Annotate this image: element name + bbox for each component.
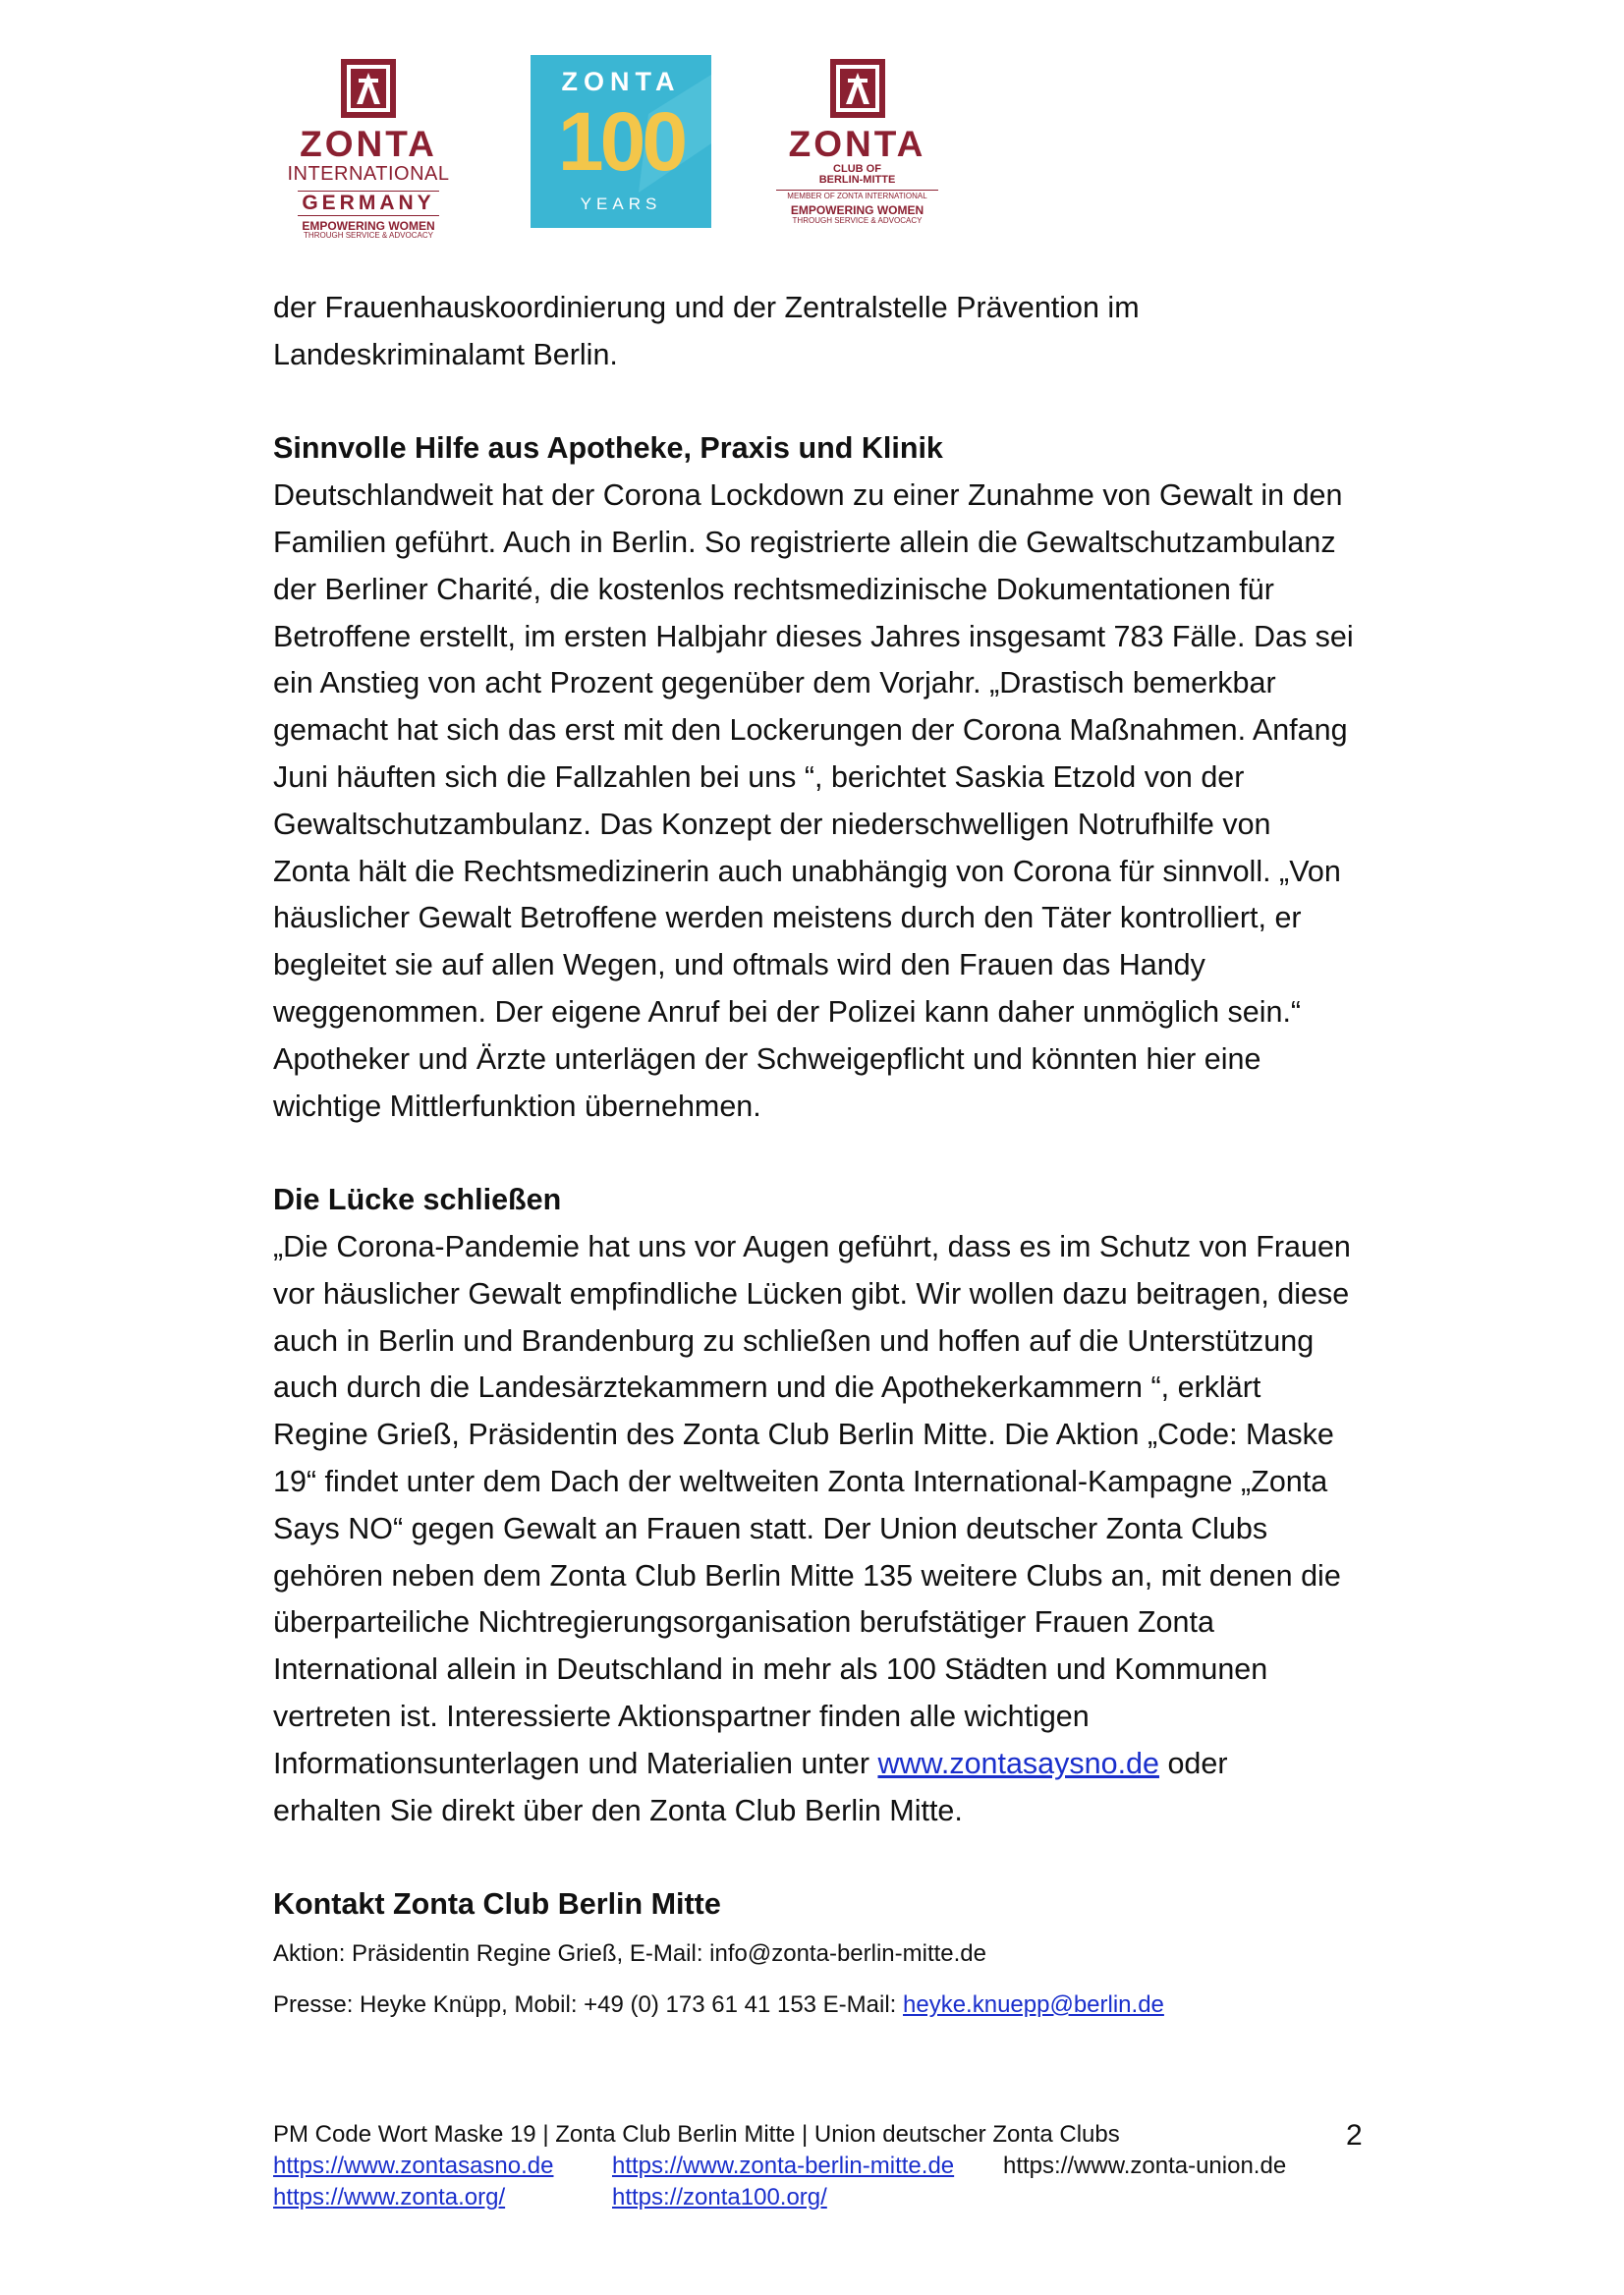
zonta-emblem-icon <box>337 57 400 120</box>
zonta-100-years-logo <box>531 55 711 228</box>
body-line: gemacht hat sich das erst mit den Lockerungen der Corona Maßnahmen. Anfang <box>273 713 1348 748</box>
footer-link-zontasasno[interactable]: https://www.zontasasno.de <box>273 2153 554 2179</box>
footer-title: PM Code Wort Maske 19 | Zonta Club Berlin Mitte | Union deutscher Zonta Clubs <box>273 2121 1120 2148</box>
body-line: weggenommen. Der eigene Anruf bei der Polizei kann daher unmöglich sein.“ <box>273 994 1302 1029</box>
z100-number-text: 100 <box>557 95 685 188</box>
zontasaysno-link[interactable]: www.zontasaysno.de <box>877 1746 1159 1780</box>
zonta-emblem-icon <box>826 57 889 120</box>
body-line: Gewaltschutzambulanz. Das Konzept der niederschwelligen Notrufhilfe von <box>273 807 1271 841</box>
logo-germany-text: GERMANY <box>298 191 438 216</box>
logo-berlin-mitte-text: BERLIN-MITTE <box>818 174 896 187</box>
body-line: der Berliner Charité, die kostenlos rechtsmedizinische Dokumentationen für <box>273 572 1274 606</box>
logo-tagline-text: THROUGH SERVICE & ADVOCACY <box>792 215 923 225</box>
body-line: erhalten Sie direkt über den Zonta Club Berlin Mitte. <box>273 1793 963 1827</box>
body-line: gehören neben dem Zonta Club Berlin Mitte 135 weitere Clubs an, mit denen die <box>273 1558 1341 1593</box>
body-line: Apotheker und Ärzte unterlägen der Schweigepflicht und könnten hier eine <box>273 1041 1261 1076</box>
page-number: 2 <box>1346 2119 1363 2152</box>
z100-zonta-text: ZONTA <box>561 67 681 96</box>
body-text: Informationsunterlagen und Materialien unter <box>273 1746 878 1780</box>
body-line: wichtige Mittlerfunktion übernehmen. <box>273 1089 761 1123</box>
body-line: 19“ findet unter dem Dach der weltweiten Zonta International-Kampagne „Zonta <box>273 1464 1328 1498</box>
logo-international-text: INTERNATIONAL <box>287 162 450 185</box>
footer-links-row <box>273 2182 1373 2213</box>
body-line: International allein in Deutschland in mehr als 100 Städten und Kommunen <box>273 1652 1268 1687</box>
logo-tagline-text: THROUGH SERVICE & ADVOCACY <box>304 231 433 241</box>
body-line: vor häuslicher Gewalt empfindliche Lücken gibt. Wir wollen dazu beitragen, diese <box>273 1276 1350 1311</box>
logo-zonta-text: ZONTA <box>788 124 926 164</box>
footer-link-zonta100[interactable]: https://zonta100.org/ <box>612 2184 827 2211</box>
logo-club-of-text: CLUB OF <box>833 162 881 175</box>
contact-heading: Kontakt Zonta Club Berlin Mitte <box>273 1887 721 1922</box>
body-line: Betroffene erstellt, im ersten Halbjahr dieses Jahres insgesamt 783 Fälle. Das sei <box>273 619 1354 653</box>
section-heading: Sinnvolle Hilfe aus Apotheke, Praxis und Klinik <box>273 431 943 466</box>
zonta-international-germany-logo <box>285 55 452 241</box>
page-footer <box>273 2119 1373 2213</box>
footer-links-row <box>273 2151 1373 2182</box>
body-line: Regine Grieß, Präsidentin des Zonta Club Berlin Mitte. Die Aktion „Code: Maske <box>273 1418 1334 1452</box>
body-line: begleitet sie auf allen Wegen, und oftmals wird den Frauen das Handy <box>273 948 1205 982</box>
logo-member-text: MEMBER OF ZONTA INTERNATIONAL <box>776 190 938 200</box>
logo-header <box>0 55 1624 241</box>
body-line: Says NO“ gegen Gewalt an Frauen statt. Der Union deutscher Zonta Clubs <box>273 1511 1268 1545</box>
body-line <box>273 1741 1373 1788</box>
logo-empowering-text: EMPOWERING WOMEN <box>790 203 924 218</box>
body-line: auch durch die Landesärztekammern und die Apothekerkammern “, erklärt <box>273 1371 1261 1405</box>
footer-title-row <box>273 2119 1373 2151</box>
body-line: überparteiliche Nichtregierungsorganisation berufstätiger Frauen Zonta <box>273 1605 1214 1640</box>
body-line: auch in Berlin und Brandenburg zu schließen und hoffen auf die Unterstützung <box>273 1323 1315 1358</box>
contact-presse-text: Presse: Heyke Knüpp, Mobil: +49 (0) 173 61 41 153 E-Mail: <box>273 1990 904 2018</box>
body-line: Landeskriminalamt Berlin. <box>273 337 618 371</box>
document-body <box>273 285 1373 2031</box>
section-heading: Die Lücke schließen <box>273 1183 562 1217</box>
body-line: Zonta hält die Rechtsmedizinerin auch unabhängig von Corona für sinnvoll. „Von <box>273 854 1341 888</box>
logo-zonta-text: ZONTA <box>300 124 437 164</box>
footer-link-zonta-org[interactable]: https://www.zonta.org/ <box>273 2184 506 2211</box>
body-line: vertreten ist. Interessierte Aktionspartner finden alle wichtigen <box>273 1699 1090 1733</box>
body-text: oder <box>1158 1746 1228 1780</box>
z100-years-text: YEARS <box>580 195 662 213</box>
logo-empowering-text: EMPOWERING WOMEN <box>302 218 435 233</box>
body-line: der Frauenhauskoordinierung und der Zentralstelle Prävention im <box>273 291 1140 324</box>
contact-aktion: Aktion: Präsidentin Regine Grieß, E-Mail: info@zonta-berlin-mitte.de <box>273 1939 986 1967</box>
presse-email-link[interactable]: heyke.knuepp@berlin.de <box>903 1990 1164 2018</box>
body-line: Juni häuften sich die Fallzahlen bei uns “, berichtet Saskia Etzold von der <box>273 759 1245 794</box>
footer-link-zonta-berlin-mitte[interactable]: https://www.zonta-berlin-mitte.de <box>612 2153 955 2179</box>
zonta-club-berlin-mitte-logo <box>776 55 938 225</box>
body-line: ein Anstieg von acht Prozent gegenüber dem Vorjahr. „Drastisch bemerkbar <box>273 666 1276 700</box>
contact-presse <box>273 1980 1373 2031</box>
body-line: Deutschlandweit hat der Corona Lockdown zu einer Zunahme von Gewalt in den <box>273 478 1343 513</box>
body-line: „Die Corona-Pandemie hat uns vor Augen geführt, dass es im Schutz von Frauen <box>273 1229 1351 1263</box>
footer-link-zonta-union: https://www.zonta-union.de <box>1003 2153 1287 2179</box>
body-line: Familien geführt. Auch in Berlin. So registrierte allein die Gewaltschutzambulanz <box>273 525 1336 559</box>
body-line: häuslicher Gewalt Betroffene werden meistens durch den Täter kontrolliert, er <box>273 901 1302 935</box>
